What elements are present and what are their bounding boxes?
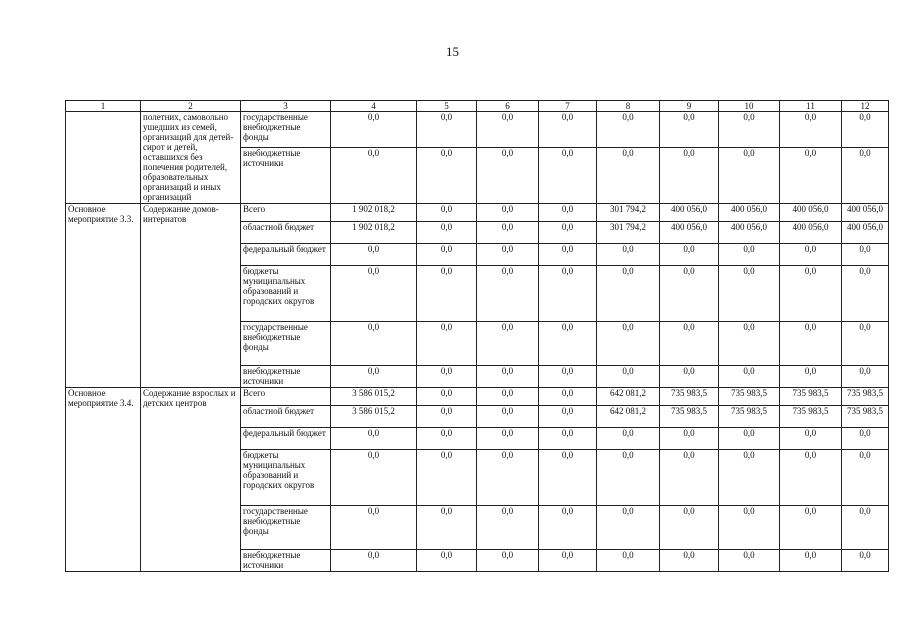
funding-source-cell: бюджеты муниципальных образований и городских округов — [241, 266, 331, 322]
column-header: 3 — [241, 101, 331, 112]
value-cell: 0,0 — [477, 406, 539, 428]
measure-name-cell — [66, 112, 141, 204]
value-cell: 0,0 — [539, 428, 597, 450]
funding-source-cell: Всего — [241, 204, 331, 222]
value-cell: 0,0 — [417, 244, 477, 266]
funding-source-cell: государственные внебюджетные фонды — [241, 322, 331, 366]
value-cell: 0,0 — [597, 148, 660, 204]
header-row — [66, 101, 889, 112]
table-body — [66, 112, 889, 572]
column-header: 5 — [417, 101, 477, 112]
value-cell: 0,0 — [417, 406, 477, 428]
value-cell: 0,0 — [417, 388, 477, 406]
value-cell: 0,0 — [597, 506, 660, 550]
value-cell: 0,0 — [477, 322, 539, 366]
value-cell: 0,0 — [417, 428, 477, 450]
value-cell: 0,0 — [539, 112, 597, 148]
value-cell: 3 586 015,2 — [331, 388, 417, 406]
value-cell: 0,0 — [719, 244, 780, 266]
table-header — [66, 101, 889, 112]
page-number: 15 — [446, 44, 459, 59]
value-cell: 0,0 — [660, 550, 719, 572]
value-cell: 0,0 — [417, 366, 477, 388]
value-cell: 0,0 — [842, 148, 889, 204]
value-cell: 0,0 — [660, 148, 719, 204]
table-row — [66, 112, 889, 148]
value-cell: 0,0 — [331, 266, 417, 322]
value-cell: 0,0 — [660, 266, 719, 322]
column-header: 10 — [719, 101, 780, 112]
value-cell: 0,0 — [719, 550, 780, 572]
value-cell: 0,0 — [660, 322, 719, 366]
value-cell: 0,0 — [660, 244, 719, 266]
value-cell: 0,0 — [539, 222, 597, 244]
measure-description-cell: Содержание взрослых и детских центров — [141, 388, 241, 572]
value-cell: 0,0 — [539, 550, 597, 572]
value-cell: 0,0 — [477, 244, 539, 266]
value-cell: 0,0 — [539, 266, 597, 322]
value-cell: 735 983,5 — [842, 406, 889, 428]
column-header: 8 — [597, 101, 660, 112]
value-cell: 400 056,0 — [660, 222, 719, 244]
value-cell: 0,0 — [417, 204, 477, 222]
value-cell: 0,0 — [539, 204, 597, 222]
table-row — [66, 388, 889, 406]
value-cell: 0,0 — [842, 266, 889, 322]
value-cell: 0,0 — [780, 112, 842, 148]
value-cell: 0,0 — [719, 112, 780, 148]
value-cell: 0,0 — [597, 450, 660, 506]
value-cell: 0,0 — [780, 266, 842, 322]
value-cell: 0,0 — [417, 322, 477, 366]
value-cell: 0,0 — [539, 148, 597, 204]
value-cell: 0,0 — [477, 550, 539, 572]
value-cell: 0,0 — [597, 244, 660, 266]
value-cell: 735 983,5 — [719, 388, 780, 406]
value-cell: 0,0 — [597, 428, 660, 450]
value-cell: 0,0 — [331, 112, 417, 148]
value-cell: 0,0 — [719, 148, 780, 204]
value-cell: 0,0 — [331, 450, 417, 506]
value-cell: 0,0 — [719, 428, 780, 450]
value-cell: 0,0 — [477, 366, 539, 388]
value-cell: 400 056,0 — [719, 204, 780, 222]
value-cell: 0,0 — [331, 428, 417, 450]
value-cell: 0,0 — [539, 450, 597, 506]
value-cell: 735 983,5 — [780, 406, 842, 428]
value-cell: 0,0 — [331, 322, 417, 366]
value-cell: 0,0 — [597, 266, 660, 322]
value-cell: 0,0 — [477, 204, 539, 222]
value-cell: 0,0 — [331, 244, 417, 266]
value-cell: 0,0 — [780, 366, 842, 388]
value-cell: 400 056,0 — [780, 222, 842, 244]
value-cell: 0,0 — [417, 550, 477, 572]
value-cell: 0,0 — [780, 148, 842, 204]
value-cell: 0,0 — [417, 266, 477, 322]
value-cell: 1 902 018,2 — [331, 204, 417, 222]
value-cell: 735 983,5 — [660, 388, 719, 406]
funding-source-cell: бюджеты муниципальных образований и городских округов — [241, 450, 331, 506]
funding-source-cell: областной бюджет — [241, 222, 331, 244]
budget-table — [65, 100, 889, 572]
value-cell: 0,0 — [597, 550, 660, 572]
value-cell: 642 081,2 — [597, 406, 660, 428]
value-cell: 0,0 — [780, 244, 842, 266]
value-cell: 0,0 — [331, 506, 417, 550]
value-cell: 400 056,0 — [780, 204, 842, 222]
value-cell: 0,0 — [417, 222, 477, 244]
column-header: 11 — [780, 101, 842, 112]
value-cell: 0,0 — [477, 266, 539, 322]
value-cell: 735 983,5 — [660, 406, 719, 428]
value-cell: 0,0 — [719, 366, 780, 388]
value-cell: 0,0 — [660, 428, 719, 450]
value-cell: 0,0 — [477, 112, 539, 148]
value-cell: 735 983,5 — [842, 388, 889, 406]
column-header: 7 — [539, 101, 597, 112]
value-cell: 0,0 — [539, 388, 597, 406]
value-cell: 0,0 — [331, 366, 417, 388]
value-cell: 0,0 — [477, 388, 539, 406]
value-cell: 0,0 — [842, 112, 889, 148]
value-cell: 0,0 — [539, 322, 597, 366]
value-cell: 0,0 — [331, 550, 417, 572]
value-cell: 0,0 — [780, 506, 842, 550]
funding-source-cell: федеральный бюджет — [241, 428, 331, 450]
value-cell: 0,0 — [539, 244, 597, 266]
value-cell: 0,0 — [719, 266, 780, 322]
value-cell: 1 902 018,2 — [331, 222, 417, 244]
value-cell: 0,0 — [477, 148, 539, 204]
value-cell: 0,0 — [597, 322, 660, 366]
value-cell: 0,0 — [660, 366, 719, 388]
value-cell: 0,0 — [842, 428, 889, 450]
value-cell: 735 983,5 — [780, 388, 842, 406]
value-cell: 0,0 — [780, 322, 842, 366]
value-cell: 0,0 — [780, 550, 842, 572]
value-cell: 400 056,0 — [660, 204, 719, 222]
value-cell: 0,0 — [660, 450, 719, 506]
measure-name-cell: Основное мероприятие 3.3. — [66, 204, 141, 388]
value-cell: 0,0 — [539, 506, 597, 550]
funding-source-cell: внебюджетные источники — [241, 148, 331, 204]
value-cell: 0,0 — [417, 450, 477, 506]
value-cell: 0,0 — [780, 450, 842, 506]
column-header: 4 — [331, 101, 417, 112]
funding-source-cell: областной бюджет — [241, 406, 331, 428]
column-header: 6 — [477, 101, 539, 112]
value-cell: 0,0 — [842, 550, 889, 572]
table-row — [66, 204, 889, 222]
value-cell: 0,0 — [597, 112, 660, 148]
funding-source-cell: внебюджетные источники — [241, 550, 331, 572]
column-header: 1 — [66, 101, 141, 112]
value-cell: 0,0 — [539, 366, 597, 388]
value-cell: 0,0 — [597, 366, 660, 388]
funding-source-cell: внебюджетные источники — [241, 366, 331, 388]
value-cell: 0,0 — [842, 322, 889, 366]
value-cell: 0,0 — [842, 506, 889, 550]
value-cell: 400 056,0 — [719, 222, 780, 244]
value-cell: 0,0 — [417, 148, 477, 204]
value-cell: 0,0 — [417, 112, 477, 148]
value-cell: 0,0 — [331, 148, 417, 204]
value-cell: 0,0 — [660, 112, 719, 148]
value-cell: 0,0 — [719, 450, 780, 506]
value-cell: 0,0 — [660, 506, 719, 550]
value-cell: 0,0 — [539, 406, 597, 428]
value-cell: 400 056,0 — [842, 204, 889, 222]
funding-source-cell: Всего — [241, 388, 331, 406]
value-cell: 301 794,2 — [597, 222, 660, 244]
value-cell: 0,0 — [719, 322, 780, 366]
value-cell: 0,0 — [842, 450, 889, 506]
funding-source-cell: федеральный бюджет — [241, 244, 331, 266]
value-cell: 0,0 — [477, 222, 539, 244]
value-cell: 0,0 — [842, 366, 889, 388]
value-cell: 642 081,2 — [597, 388, 660, 406]
value-cell: 0,0 — [842, 244, 889, 266]
value-cell: 0,0 — [477, 506, 539, 550]
funding-source-cell: государственные внебюджетные фонды — [241, 112, 331, 148]
measure-name-cell: Основное мероприятие 3.4. — [66, 388, 141, 572]
value-cell: 0,0 — [417, 506, 477, 550]
value-cell: 3 586 015,2 — [331, 406, 417, 428]
value-cell: 301 794,2 — [597, 204, 660, 222]
value-cell: 0,0 — [719, 506, 780, 550]
value-cell: 400 056,0 — [842, 222, 889, 244]
value-cell: 0,0 — [780, 428, 842, 450]
column-header: 9 — [660, 101, 719, 112]
funding-source-cell: государственные внебюджетные фонды — [241, 506, 331, 550]
column-header: 2 — [141, 101, 241, 112]
column-header: 12 — [842, 101, 889, 112]
value-cell: 0,0 — [477, 428, 539, 450]
measure-description-cell: Содержание домов-интернатов — [141, 204, 241, 388]
value-cell: 0,0 — [477, 450, 539, 506]
value-cell: 735 983,5 — [719, 406, 780, 428]
measure-description-cell: полетних, самовольно ушедших из семей, организаций для детей-сирот и детей, оставшихся без попечения родителей, образовательных организаций и иных организаций — [141, 112, 241, 204]
